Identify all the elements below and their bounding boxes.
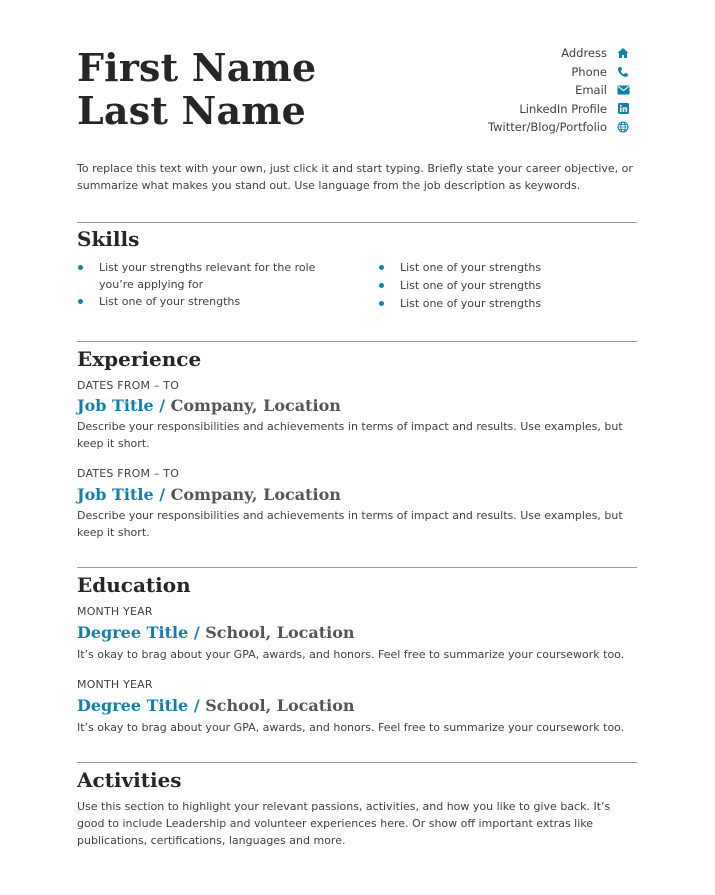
degree-title[interactable]: Degree Title [77,623,189,642]
school-location[interactable]: School, Location [205,623,355,642]
education-date[interactable]: MONTH YEAR [77,678,153,691]
contact-phone-label[interactable]: Phone [571,64,607,79]
list-item[interactable]: List one of your strengths [378,259,638,277]
job-title[interactable]: Job Title [77,485,154,504]
education-description[interactable]: It’s okay to brag about your GPA, awards, and honors. Feel free to summarize your coursework too. [77,721,625,734]
contact-portfolio-label[interactable]: Twitter/Blog/Portfolio [487,120,607,135]
title-separator: / [159,396,166,415]
list-item[interactable]: List one of your strengths [77,293,347,310]
globe-icon [616,120,630,134]
contact-email-label[interactable]: Email [575,83,607,98]
job-title[interactable]: Job Title [77,396,154,415]
contact-address-label[interactable]: Address [561,46,607,61]
contact-linkedin[interactable] [488,100,630,119]
activities-heading[interactable]: Activities [77,768,182,792]
list-item[interactable]: List your strengths relevant for the role you’re applying for [77,259,347,293]
job-description[interactable]: Describe your responsibilities and achievements in terms of impact and results. Use examples, but keep it short. [77,509,623,539]
contact-info [488,44,630,137]
objective-summary[interactable]: To replace this text with your own, just click it and start typing. Briefly state your career objective, or summarize what makes you stand out. Use language from the job description as keywords. [77,162,633,192]
degree-heading[interactable] [77,696,355,716]
title-separator: / [193,696,200,715]
divider [77,567,637,568]
last-name[interactable]: Last Name [77,88,307,133]
job-description[interactable]: Describe your responsibilities and achievements in terms of impact and results. Use examples, but keep it short. [77,420,623,450]
home-icon [616,46,630,60]
email-icon [616,83,630,97]
contact-phone[interactable] [488,63,630,82]
list-item[interactable]: List one of your strengths [378,277,638,295]
job-heading[interactable] [77,485,341,505]
education-description[interactable]: It’s okay to brag about your GPA, awards, and honors. Feel free to summarize your coursework too. [77,648,625,661]
divider [77,762,637,763]
list-item[interactable]: List one of your strengths [378,295,638,313]
school-location[interactable]: School, Location [205,696,355,715]
skills-heading[interactable]: Skills [77,227,140,251]
company-location[interactable]: Company, Location [170,396,341,415]
contact-address[interactable] [488,44,630,63]
contact-linkedin-label[interactable]: LinkedIn Profile [519,101,607,116]
first-name[interactable]: First Name [77,45,317,90]
title-separator: / [159,485,166,504]
phone-icon [616,65,630,79]
candidate-name[interactable] [77,46,316,132]
job-heading[interactable] [77,396,341,416]
degree-heading[interactable] [77,623,355,643]
company-location[interactable]: Company, Location [170,485,341,504]
divider [77,341,637,342]
education-date[interactable]: MONTH YEAR [77,605,153,618]
education-heading[interactable]: Education [77,573,191,597]
title-separator: / [193,623,200,642]
skills-list-right [378,259,638,313]
divider [77,222,637,223]
linkedin-icon [616,102,630,116]
job-dates[interactable]: DATES FROM – TO [77,379,180,392]
activities-description[interactable]: Use this section to highlight your relevant passions, activities, and how you like to give back. It’s good to include Leadership and volunteer experiences here. Or show off important extras like publications, certifications, languages and more. [77,800,611,847]
job-dates[interactable]: DATES FROM – TO [77,467,180,480]
skills-list-left [77,259,347,310]
experience-heading[interactable]: Experience [77,347,202,371]
contact-portfolio[interactable] [488,118,630,137]
contact-email[interactable] [488,81,630,100]
degree-title[interactable]: Degree Title [77,696,189,715]
